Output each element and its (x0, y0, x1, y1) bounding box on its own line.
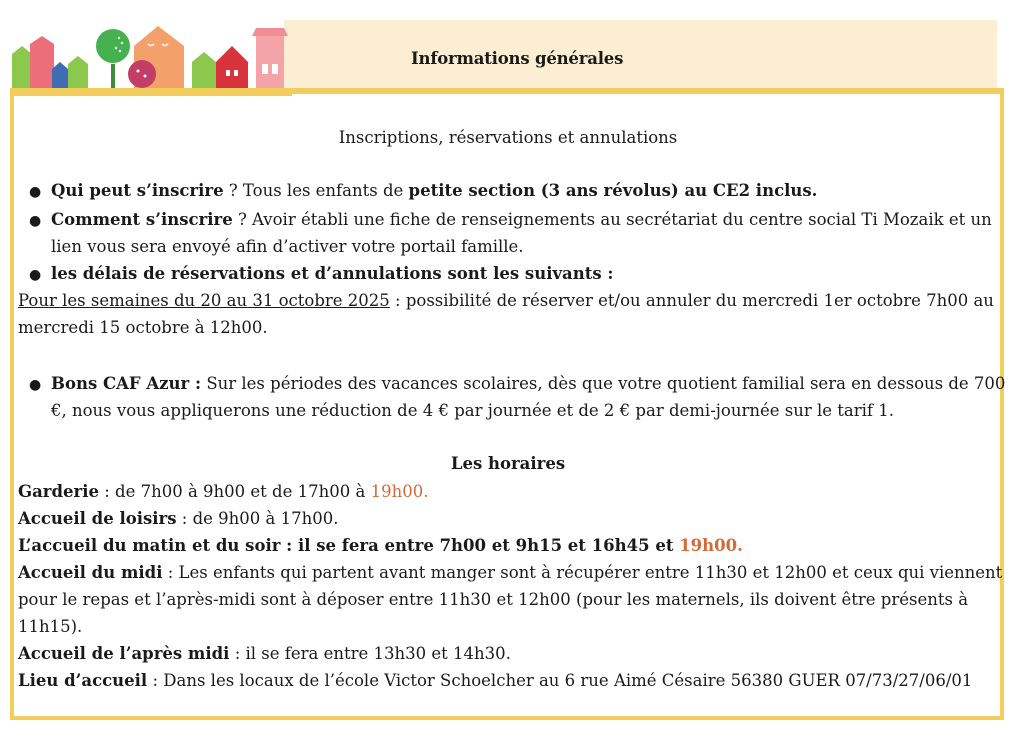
row-highlight: 19h00. (370, 482, 429, 501)
section-title-horaires: Les horaires (450, 454, 566, 473)
bullet-label: Comment s’inscrire (51, 210, 233, 229)
lieu-row (18, 667, 972, 694)
bullet-icon: ● (29, 213, 42, 229)
bullet-caf-line2: €, nous vous appliquerons une réduction de 4 € par journée et de 2 € par demi-journée sur le tarif 1. (51, 401, 894, 420)
bullet-comment-line2: lien vous sera envoyé afin d’activer votre portail famille. (51, 237, 524, 256)
row-text: : il se fera entre 13h30 et 14h30. (229, 644, 511, 663)
row-label: Accueil de l’après midi (18, 644, 230, 663)
bullet-label: Bons CAF Azur : (51, 374, 202, 393)
row-text: : Les enfants qui partent avant manger sont à récupérer entre 11h30 et 12h00 et ceux qui viennent (162, 563, 1003, 582)
bullet-caf (51, 370, 1005, 397)
row-text: : de 7h00 à 9h00 et de 17h00 à (98, 482, 371, 501)
row-label: Lieu d’accueil (18, 671, 148, 690)
row-text: : de 9h00 à 17h00. (176, 509, 339, 528)
bullet-text: ? Avoir établi une fiche de renseignements au secrétariat du centre social Ti Mozaik et un (232, 210, 992, 229)
bullet-bold-text: petite section (3 ans révolus) au CE2 inclus. (408, 181, 818, 200)
bullet-icon: ● (29, 377, 42, 393)
midi-row (18, 559, 1002, 586)
houses-illustration (12, 24, 292, 96)
row-label: Garderie (18, 482, 99, 501)
section-title-inscriptions: Inscriptions, réservations et annulations (338, 128, 678, 147)
bullet-text: Sur les périodes des vacances scolaires, dès que votre quotient familial sera en dessous de 700 (201, 374, 1006, 393)
page-title: Informations générales (411, 49, 624, 68)
header-banner (284, 20, 997, 92)
weeks-underlined: Pour les semaines du 20 au 31 octobre 2025 (18, 291, 390, 310)
midi-line3: 11h15). (18, 617, 83, 636)
loisirs-row (18, 505, 338, 532)
bullet-label: Qui peut s’inscrire (51, 181, 224, 200)
bullet-qui-peut (51, 177, 817, 204)
weeks-text (18, 287, 994, 314)
matin-soir-row (18, 532, 743, 559)
bullet-comment (51, 206, 992, 233)
row-text: L’accueil du matin et du soir : il se fera entre 7h00 et 9h15 et 16h45 et (18, 536, 680, 555)
weeks-line2: mercredi 15 octobre à 12h00. (18, 318, 268, 337)
bullet-icon: ● (29, 267, 42, 283)
row-label: Accueil du midi (18, 563, 163, 582)
weeks-line1: : possibilité de réserver et/ou annuler du mercredi 1er octobre 7h00 au (389, 291, 994, 310)
row-text: : Dans les locaux de l’école Victor Schoelcher au 6 rue Aimé Césaire 56380 GUER 07/73/27/06/01 (147, 671, 973, 690)
row-label: Accueil de loisirs (18, 509, 177, 528)
garderie-row (18, 478, 428, 505)
row-highlight: 19h00. (679, 536, 743, 555)
midi-line2: pour le repas et l’après-midi sont à déposer entre 11h30 et 12h00 (pour les maternels, ils doivent être présents à (18, 590, 969, 609)
bullet-delais: les délais de réservations et d’annulations sont les suivants : (51, 264, 614, 283)
bullet-text: ? Tous les enfants de (223, 181, 409, 200)
bullet-icon: ● (29, 184, 42, 200)
apres-midi-row (18, 640, 511, 667)
